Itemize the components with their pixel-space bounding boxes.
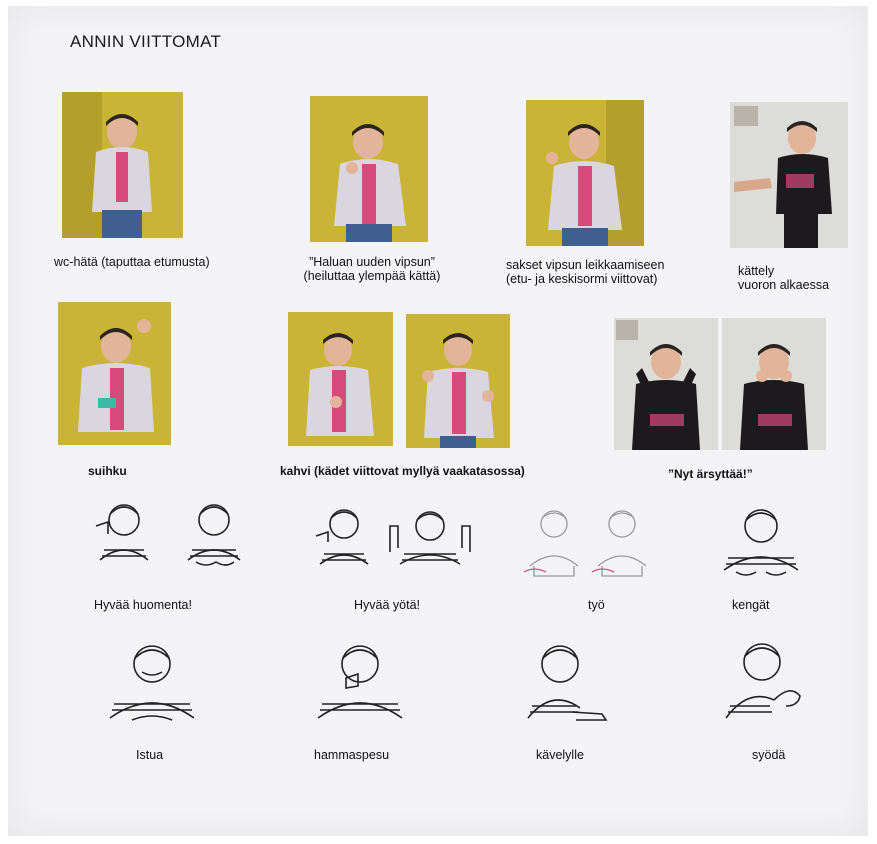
person-photo [288, 312, 393, 446]
sign-illustration [74, 496, 254, 576]
photo-nyt-arsyttaa-2 [722, 318, 826, 450]
label-hammaspesu: hammaspesu [314, 748, 390, 762]
sign-illustration [518, 502, 658, 582]
caption-kattely [738, 264, 829, 292]
caption-line: (etu- ja keskisormi viittovat) [506, 272, 658, 286]
caption-wc-hata: wc-hätä (taputtaa etumusta) [54, 255, 210, 269]
caption-haluan-vipsun [282, 255, 462, 283]
person-photo [406, 314, 510, 448]
photo-kattely [730, 102, 848, 248]
drawing-kengat [714, 502, 808, 582]
person-photo [58, 302, 171, 445]
caption-kahvi: kahvi (kädet viittovat myllyä vaakatasossa) [280, 464, 525, 478]
person-photo [722, 318, 826, 450]
sign-illustration [306, 502, 478, 578]
label-kengat: kengät [732, 598, 770, 612]
label-istua: Istua [136, 748, 164, 762]
photo-haluan-vipsun [310, 96, 428, 242]
caption-suihku: suihku [88, 464, 127, 478]
person-photo [526, 100, 644, 246]
photo-sakset [526, 100, 644, 246]
document-page [8, 6, 868, 836]
drawing-tyo [518, 502, 658, 582]
photo-nyt-arsyttaa-1 [614, 318, 718, 450]
drawing-hyvaa-huomenta [74, 496, 254, 576]
caption-line: vuoron alkaessa [738, 278, 830, 292]
label-syoda: syödä [752, 748, 786, 762]
photo-kahvi-1 [288, 312, 393, 446]
photo-wc-hata [62, 92, 183, 238]
person-photo [614, 318, 718, 450]
sign-illustration [720, 634, 810, 726]
caption-nyt-arsyttaa: ”Nyt ärsyttää!” [668, 467, 753, 481]
caption-line: kättely [738, 264, 775, 278]
label-hyvaa-yota: Hyvää yötä! [354, 598, 421, 612]
sign-illustration [102, 638, 202, 726]
person-photo [310, 96, 428, 242]
label-hyvaa-huomenta: Hyvää huomenta! [94, 598, 192, 612]
drawing-hammaspesu [310, 638, 410, 726]
caption-line: (heiluttaa ylempää kättä) [303, 269, 441, 283]
sign-illustration [714, 502, 808, 582]
drawing-kavelylle [522, 638, 612, 726]
person-photo [730, 102, 848, 248]
photo-suihku [58, 302, 171, 445]
page-title: ANNIN VIITTOMAT [70, 32, 222, 51]
drawing-istua [102, 638, 202, 726]
sign-illustration [522, 638, 612, 726]
person-photo [62, 92, 183, 238]
label-kavelylle: kävelylle [536, 748, 584, 762]
drawing-hyvaa-yota [306, 502, 478, 578]
photo-kahvi-2 [406, 314, 510, 448]
caption-line: sakset vipsun leikkaamiseen [506, 258, 665, 272]
sign-illustration [310, 638, 410, 726]
caption-line: ”Haluan uuden vipsun” [309, 255, 435, 269]
drawing-syoda [720, 634, 810, 726]
label-tyo: työ [588, 598, 605, 612]
caption-sakset [506, 258, 664, 286]
